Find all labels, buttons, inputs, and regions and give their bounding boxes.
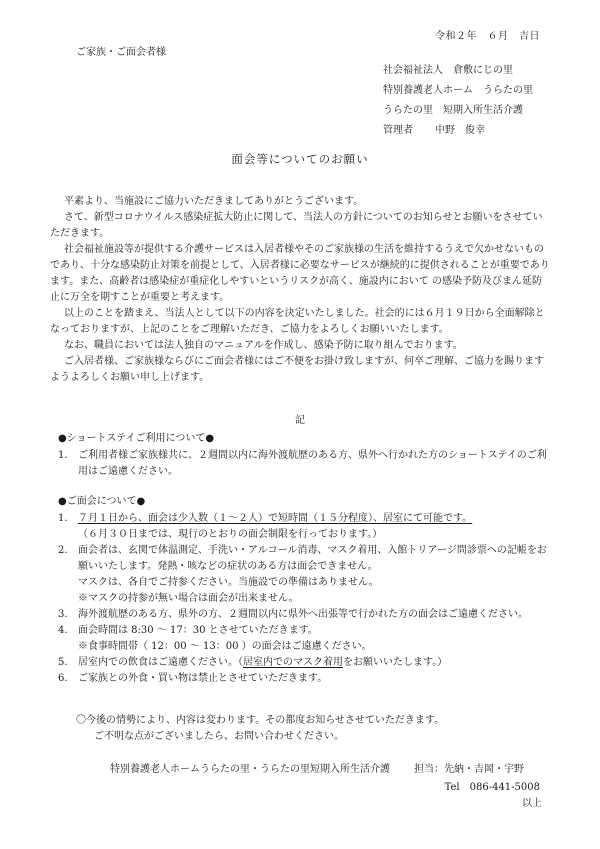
body-text — [50, 194, 550, 386]
manager-title: 管理者 — [383, 125, 413, 136]
item-text: 居室内での飲食はご遠慮ください。（ — [78, 657, 243, 668]
item-subtext: ※マスクの持参が無い場合は面会が出来ません。 — [78, 593, 299, 604]
list-item — [58, 511, 553, 527]
tel-label: Tel — [444, 782, 460, 793]
end-mark: 以上 — [522, 798, 542, 809]
note-line: 〇今後の情勢により、内容は変わります。その都度お知らせさせていただきます。 — [76, 715, 445, 726]
ki-heading: 記 — [295, 415, 305, 426]
item-number: 4. — [58, 625, 68, 636]
list-item — [58, 543, 553, 575]
paragraph: 平素より、当施設にご協力いただきましてありがとうございます。 — [64, 196, 364, 207]
manager-name: 中野 俊幸 — [435, 125, 485, 136]
paragraph: ご入居者様、ご家族様ならびにご面会者様にはご不便をお掛け致しますが、何卒ご理解、ご協力を賜りますようよろしくお願い申し上げます。 — [50, 356, 544, 383]
visit-section — [58, 495, 553, 687]
item-text-underlined: 居室内でのマスク着用 — [243, 657, 343, 668]
paragraph: 社会福祉施設等が提供する介護サービスは入居者様やそのご家族様の生活を維持するうえで欠かせないものであり、十分な感染防止対策を前提として、入居者様に必要なサービスが継続的に提供されることが重要であります。また、高齢者は感染症が重症化しやすいというリスクが高く、施設内において の感染予防及びまん延防止に万全を期すことが重要と考えます。 — [50, 244, 550, 303]
list-item — [58, 448, 553, 480]
item-text: 面会時間は 8:30 ～ 17：30 とさせていただきます。 — [78, 625, 318, 636]
footer-tel — [445, 781, 540, 794]
item-subtext: ※食事時間帯（ 12：00 ～ 13：00 ）の面会はご遠慮ください。 — [78, 641, 372, 652]
list-item — [58, 671, 553, 687]
item-number: 1. — [58, 450, 68, 461]
paragraph: さて、新型コロナウイルス感染症拡大防止に関して、当法人の方針についてのお知らせとお願いをさせていただきます。 — [50, 212, 543, 239]
visit-heading: ●ご面会について● — [58, 496, 146, 507]
item-subtext: マスクは、各自でご持参ください。当施設での準備はありません。 — [78, 577, 379, 588]
item-number: 1. — [58, 513, 68, 524]
item-text: 面会者は、玄関で体温測定、手洗い・アルコール消毒、マスク着用、入館トリアージ問診票への記帳をお願いいたします。発熱・咳などの症状のある方は面会できません。 — [78, 545, 547, 572]
footer-facilities: 特別養護老人ホームうらたの里・うらたの里短期入所生活介護 — [110, 764, 390, 775]
item-text: ご家族との外食・買い物は禁止とさせていただきます。 — [78, 673, 328, 684]
item-text: ７月１日から、面会は少人数（１～２人）で短時間（１５分程度）、居室にて可能です。 — [78, 513, 473, 524]
note-line: ご不明な点がございましたら、お問い合わせください。 — [94, 731, 344, 742]
list-item — [58, 607, 553, 623]
document-date: 令和２年 ６月 吉日 — [435, 31, 540, 42]
footer-contact — [110, 763, 524, 776]
item-text: をお願いいたします。） — [343, 657, 448, 668]
paragraph: なお、職員においては法人独自のマニュアルを作成し、感染予防に取り組んでおります。 — [64, 340, 463, 351]
sender-manager — [383, 124, 533, 144]
footer-contact-persons: 担当：先納・吉岡・宇野 — [414, 764, 524, 775]
document-title: 面会等についてのお願い — [231, 152, 369, 166]
sender-block — [383, 64, 533, 144]
item-text: 海外渡航歴のある方、県外の方、２週間以内に県外へ出張等で行かれた方の面会はご遠慮ください。 — [78, 609, 528, 620]
short-stay-section — [58, 432, 553, 480]
list-item — [58, 623, 553, 639]
sender-facility: 特別養護老人ホーム うらたの里 — [383, 85, 533, 96]
item-number: 5. — [58, 657, 68, 668]
tel-number: 086-441-5008 — [469, 782, 540, 793]
item-text: ご利用者様ご家族様共に、２週間以内に海外渡航歴のある方、県外へ行かれた方のショートステイのご利用はご遠慮ください。 — [78, 450, 547, 477]
item-number: 2. — [58, 545, 68, 556]
paragraph: 以上のことを踏まえ、当法人として以下の内容を決定いたしました。社会的には６月１９日から全面解除となっておりますが、上記のことをご理解いただき、ご協力をよろしくお願いいたします。 — [50, 308, 545, 335]
sender-short-stay: うらたの里 短期入所生活介護 — [383, 105, 523, 116]
item-number: 3. — [58, 609, 68, 620]
short-stay-heading: ●ショートステイご利用について● — [58, 433, 215, 444]
item-number: 6. — [58, 673, 68, 684]
list-item — [58, 655, 553, 671]
sender-org: 社会福祉法人 倉敷にじの里 — [383, 65, 513, 76]
recipient: ご家族・ご面会者様 — [76, 47, 166, 58]
notes — [76, 713, 444, 745]
item-subtext: （６月３０日までは、現行のとおりの面会制限を行っております。） — [78, 529, 383, 540]
